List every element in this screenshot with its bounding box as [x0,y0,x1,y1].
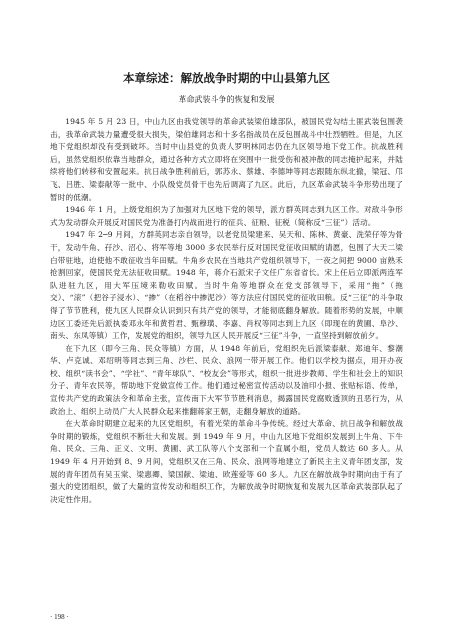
body-paragraph: 1947 年 2─9 月间，方群英同志亲自领导，以老党员梁建来、吴天和、陈林、黄豪、洗荣仔等为骨干，发动牛角、孖沙、沼心、将军等地 3000 多农民举行反对国民党征收田赋的请愿，包围了大天二梁白带驻地，迫使他不敢征收当年田赋。牛角乡农民在当地共产党组织领导下，一夜之间把 9000 亩熟禾抢割回家，使国民党无法征收田赋。1948 年，蒋介石派宋子文任广东省省长。宋上任后立即派两连军队进驻九区，用大军压境来勒收田赋。当时牛角等地群众在党支部领导下，采用“拖”（拖交）、“滚”（把谷子浸水）、“掺”（在稻谷中掺泥沙）等方法应付国民党的征收田粮。反“三征”的斗争取得了节节胜利，使九区人民群众认识到只有共产党的领导，才能彻底翻身解放。随着形势的发展，中顺边区工委还先后派执委邓永年和黄哲君、甄穆璜、李嘉、肖权等同志到上九区（即现在的黄圃、阜沙、南头、东凤等镇）工作，发展党的组织，领导九区人民开展反“三征”斗争，一直坚持到解放前夕。 [50,230,403,341]
chapter-title: 本章综述：解放战争时期的中山县第九区 [123,71,330,85]
body-paragraph: 1945 年 5 月 23 日，中山九区由我党领导的革命武装梁伯雄部队，被国民党勾结土匪武装包围袭击，我革命武装力量遭受很大损失，梁伯雄同志和十多名指战员在反包围战斗中壮烈牺牲。但是，九区地下党组织却没有受到破坏。当时中山县党的负责人罗明林同志仍在九区领导地下党工作。抗战胜利后，虽然党组织依靠当地群众，通过各种方式立即将在突围中一批受伤和被冲散的同志掩护起来，并陆续将他们转移和安置起来。抗日战争胜利前后，郭苏永、蔡雄、李德坤等同志跟随东纵北撤，梁冠、邝飞、吕胜、梁泰献等一批中、小队级党员骨干也先后调离了九区。此后，九区革命武装斗争形势出现了暂时的低潮。 [50,117,403,202]
body-paragraph: 在大革命时期建立起来的九区党组织，有着光荣的革命斗争传统。经过大革命、抗日战争和解放战争时期的锻炼，党组织不断壮大和发展。到 1949 年 9 月，中山九区地下党组织发展到上牛角、下牛角、民众、三角、正义、文明、黄圃、武工队等八个支部和一个直属小组，党员人数达 60 多人。从 1949 年 4 月开始到 8、9 月间，党组织又在三角、民众、浪网等地建立了新民主主义青年团支部，发展的青年团员有吴玉棠、梁惠卿、梁国献、梁迪、欧莲爱等 60 多人。九区在解放战争时期向由于有了强大的党团组织，做了大量的宣传发动和组织工作，为解放战争时期恢复和发展九区革命武装部队起了决定性作用。 [50,419,403,504]
page-number: · 198 · [50,613,69,621]
section-subtitle: 革命武装斗争的恢复和发展 [178,95,275,104]
body-paragraph: 在下九区（即今三角、民众等镇）方面，从 1948 年前后，党组织先后派梁泰献、郑迪年、黎潮华、卢克诚、邓绍明等同志到三角、沙栏、民众、浪网一带开展工作。他们以学校为据点，用开办夜校、组织“读书会”、“学社”、“青年球队”、“校友会”等形式，组织一批进步教师、学生和社会上的知识分子、青年农民等，帮助地下党做宣传工作。他们通过秘密宣传活动以及油印小报、张贴标语、传单，宣传共产党的政策法令和革命主张，宣传南下大军节节胜利消息，揭露国民党腐败透顶的丑恶行为，从政治上、组织上动员广大人民群众起来推翻蒋家王朝，走翻身解放的道路。 [50,343,403,416]
body-paragraph: 1946 年 1 月，上级党组织为了加强对九区地下党的领导，派方群英同志到九区工作。对敌斗争形式为发动群众开展反对国民党为准备打内战而进行的征兵、征粮、征税（简称反“三征”）活动。 [50,205,403,227]
